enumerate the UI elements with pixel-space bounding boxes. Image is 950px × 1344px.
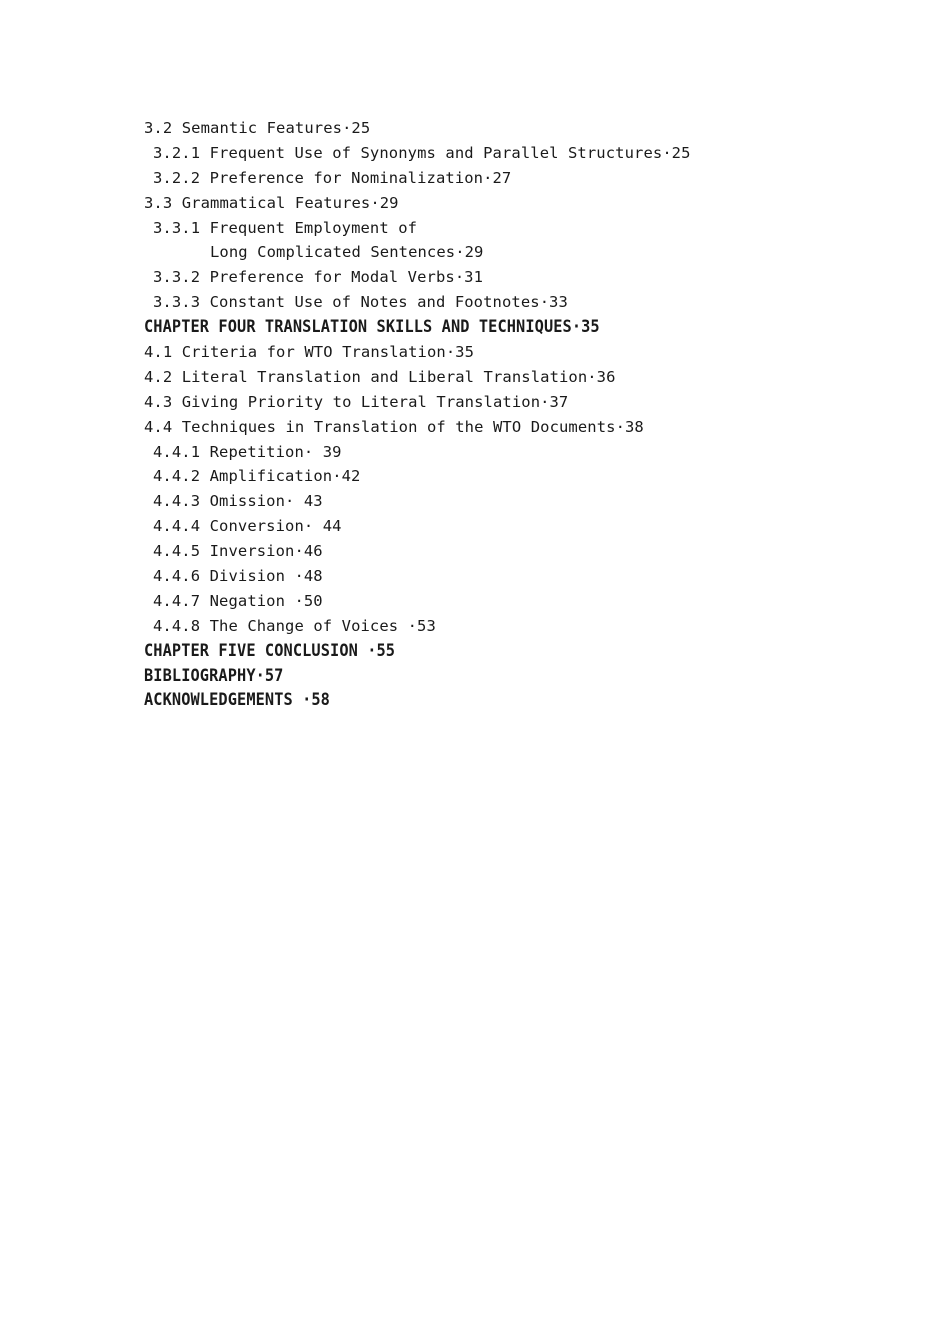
toc-leader-dots: ·	[342, 119, 352, 137]
toc-page-number: 53	[417, 616, 436, 635]
toc-entry-title: 4.2 Literal Translation and Liberal Translation	[144, 367, 588, 386]
toc-leader-dots: ·	[332, 467, 342, 486]
toc-page-number: 37	[549, 392, 569, 411]
toc-leader-dots: ·	[302, 690, 312, 711]
toc-page-number: 25	[351, 119, 371, 137]
toc-entry-title: CHAPTER FOUR TRANSLATION SKILLS AND TECHNIQUES	[144, 317, 572, 338]
toc-entry	[144, 589, 824, 614]
toc-leader-dots: ·	[539, 293, 550, 312]
toc-entry	[144, 514, 824, 539]
toc-leader-dots: ·	[367, 640, 377, 661]
toc-entry-title: 3.2 Semantic Features	[144, 119, 343, 137]
toc-leader-dots: ·	[571, 317, 582, 338]
toc-entry	[144, 564, 824, 589]
toc-leader-dots: ·	[615, 417, 625, 436]
toc-page-number: 33	[549, 293, 568, 312]
table-of-contents	[144, 116, 824, 713]
toc-entry-title: 3.2.1 Frequent Use of Synonyms and Parallel Structures	[153, 143, 663, 162]
toc-page-number: 48	[303, 567, 323, 586]
toc-leader-dots: ·	[303, 517, 314, 536]
toc-page-number: 31	[464, 268, 484, 287]
toc-entry-title: 4.4.3 Omission	[153, 492, 286, 511]
toc-entry	[144, 415, 824, 440]
toc-page-number: 39	[313, 442, 342, 461]
toc-entry	[144, 116, 824, 141]
toc-entry-title: 4.4.4 Conversion	[153, 517, 304, 536]
toc-page-number: 57	[264, 665, 284, 686]
toc-page-number: 25	[671, 143, 691, 162]
toc-page-number: 43	[294, 492, 323, 511]
toc-entry	[144, 340, 824, 365]
toc-leader-dots: ·	[294, 591, 304, 610]
toc-entry	[144, 464, 824, 489]
toc-entry-title: 4.4.2 Amplification	[153, 467, 333, 486]
toc-leader-dots: ·	[294, 567, 304, 586]
toc-entry-title: Long Complicated Sentences	[210, 243, 456, 262]
toc-entry-title: 4.4.5 Inversion	[153, 542, 295, 561]
toc-entry-title: 3.3.1 Frequent Employment of	[153, 218, 418, 237]
toc-page-number: 38	[624, 417, 644, 436]
toc-entry	[144, 290, 824, 315]
toc-page-number: 46	[303, 542, 323, 561]
toc-leader-dots: ·	[483, 168, 493, 187]
toc-entry-title: ACKNOWLEDGEMENTS	[144, 690, 303, 711]
toc-page-number: 29	[379, 193, 399, 212]
toc-page-number: 44	[313, 517, 342, 536]
toc-entry	[144, 390, 824, 415]
toc-chapter-entry	[144, 664, 756, 689]
toc-entry	[144, 240, 824, 265]
toc-entry	[144, 365, 824, 390]
toc-leader-dots: ·	[540, 392, 550, 411]
toc-leader-dots: ·	[455, 243, 465, 262]
toc-leader-dots: ·	[445, 343, 456, 362]
toc-leader-dots: ·	[587, 367, 597, 386]
toc-entry-title: 3.3 Grammatical Features	[144, 193, 371, 212]
toc-leader-dots: ·	[255, 665, 265, 686]
toc-entry	[144, 166, 824, 191]
toc-leader-dots: ·	[662, 143, 672, 162]
toc-page-number: 36	[596, 367, 616, 386]
toc-page-number: 50	[303, 591, 323, 610]
toc-page-number: 58	[311, 690, 330, 711]
toc-entry-title: 4.1 Criteria for WTO Translation	[144, 343, 446, 362]
toc-entry-title: 4.4 Techniques in Translation of the WTO Documents	[144, 417, 616, 436]
toc-entry-title: 4.3 Giving Priority to Literal Translation	[144, 392, 541, 411]
toc-page-number: 35	[455, 343, 475, 362]
toc-entry-title: BIBLIOGRAPHY	[144, 665, 256, 686]
toc-page-number: 29	[464, 243, 484, 262]
toc-entry	[144, 141, 824, 166]
toc-leader-dots: ·	[303, 442, 314, 461]
toc-entry	[144, 265, 824, 290]
toc-leader-dots: ·	[285, 492, 295, 511]
toc-entry-title: 4.4.6 Division	[153, 567, 295, 586]
toc-entry	[144, 191, 824, 216]
toc-entry	[144, 539, 824, 564]
toc-entry-title: 4.4.8 The Change of Voices	[153, 616, 408, 635]
toc-leader-dots: ·	[370, 193, 380, 212]
toc-entry-title: CHAPTER FIVE CONCLUSION	[144, 640, 368, 661]
toc-chapter-entry	[144, 639, 756, 664]
toc-chapter-entry	[144, 688, 756, 713]
toc-leader-dots: ·	[294, 542, 304, 561]
toc-entry-title: 3.2.2 Preference for Nominalization	[153, 168, 484, 187]
toc-entry	[144, 614, 824, 639]
toc-entry	[144, 440, 824, 465]
toc-page-number: 35	[581, 317, 600, 338]
toc-entry-title: 3.3.3 Constant Use of Notes and Footnotes	[153, 293, 540, 312]
toc-entry-title: 3.3.2 Preference for Modal Verbs	[153, 268, 455, 287]
toc-leader-dots: ·	[407, 616, 418, 635]
toc-page-number: 27	[492, 168, 512, 187]
toc-page-number: 55	[376, 640, 396, 661]
toc-entry	[144, 216, 824, 241]
toc-leader-dots: ·	[454, 268, 465, 287]
toc-entry	[144, 489, 824, 514]
toc-entry-title: 4.4.1 Repetition	[153, 442, 304, 461]
toc-entry-title: 4.4.7 Negation	[153, 591, 295, 610]
toc-page-number: 42	[341, 467, 361, 486]
toc-chapter-entry	[144, 315, 756, 340]
